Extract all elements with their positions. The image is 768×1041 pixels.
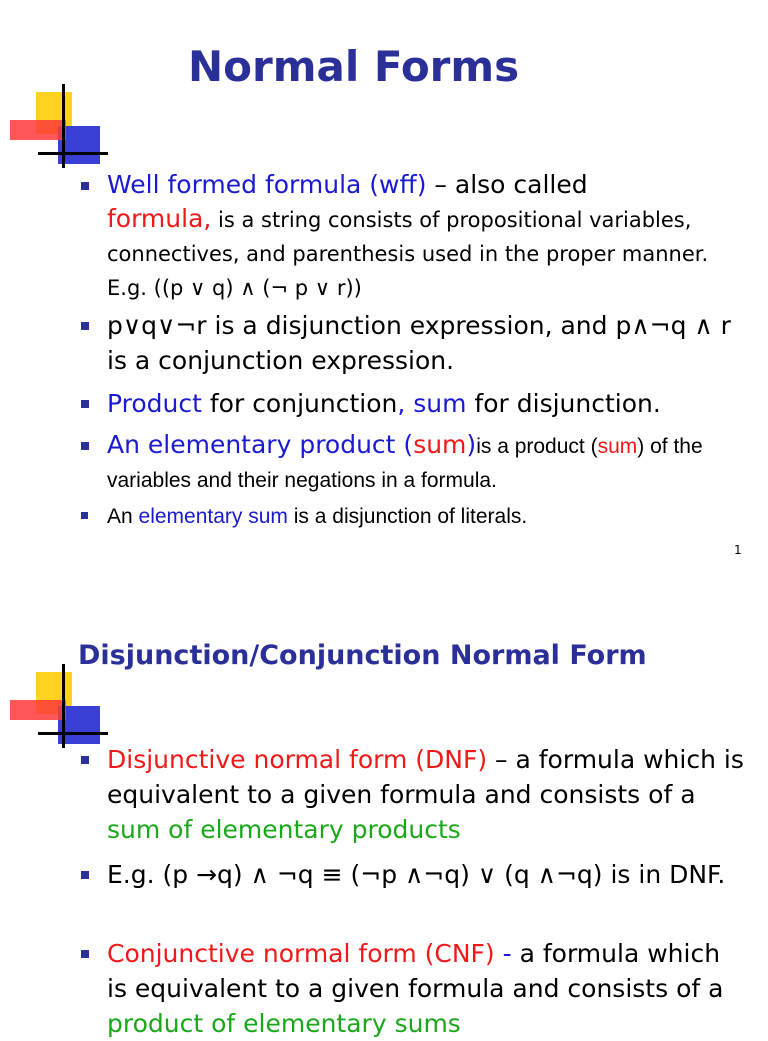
dnf-term: Disjunctive normal form (DNF) [107,745,488,774]
sum-term: sum [405,389,467,418]
bullet-marker [81,400,89,408]
dnf-example-text: E.g. (p →q) ∧ ¬q ≡ (¬p ∧¬q) ∨ (q ∧¬q) is in DNF. [107,860,726,889]
wff-term: Well formed formula (wff) [107,170,427,199]
wff-definition: is a string consists of propositional variables, connectives, and parenthesis used in the proper manner. E.g. ((p ∨ q) ∧ (¬ p ∨ r)) [107,208,709,300]
disjunction-text: p∨q∨¬r is a disjunction expression, and p∧¬q ∧ r is a conjunction expression. [107,311,731,375]
product-of-elementary-sums: product of elementary sums [107,1009,461,1038]
for-conjunction-text: for conjunction [201,389,398,418]
formula-comma: , [203,204,212,233]
sum-term-red-2: sum [597,435,638,458]
page-title: Normal Forms [188,42,520,91]
bullet-marker [81,950,89,958]
bullet-marker [81,871,89,879]
slide-2-title: Disjunction/Conjunction Normal Form [78,640,647,671]
bullet-marker [81,182,89,190]
wff-also-called: – also called [426,170,588,199]
dash: - [494,939,520,968]
bullet-marker [81,756,89,764]
cnf-definition: a formula which is equivalent to a given formula and consists of a [107,939,724,1003]
corner-logo-decoration [10,84,110,184]
bullet-marker [81,442,89,450]
page-number: 1 [734,543,742,557]
elementary-product-definition: ) of the variables and their negations in a formula. [107,435,703,492]
formula-term: formula [107,204,204,233]
elementary-sum-definition: is a disjunction of literals. [287,505,528,528]
comma: , [397,389,406,418]
an-text: An [107,505,139,528]
sum-of-elementary-products: sum of elementary products [107,815,461,844]
sum-term-red: sum [413,430,467,459]
cnf-term: Conjunctive normal form (CNF) [107,939,495,968]
corner-logo-decoration [10,664,110,764]
elementary-sum-term: elementary sum [138,505,288,528]
is-a-product-text: is a product ( [476,435,598,458]
elementary-product-term: An elementary product ( [107,430,414,459]
close-paren: ) [466,430,477,459]
for-disjunction-text: for disjunction. [466,389,661,418]
product-term: Product [107,389,202,418]
dnf-definition: – a formula which is equivalent to a given formula and consists of a [107,745,744,809]
bullet-marker [81,512,88,519]
bullet-marker [81,322,89,330]
